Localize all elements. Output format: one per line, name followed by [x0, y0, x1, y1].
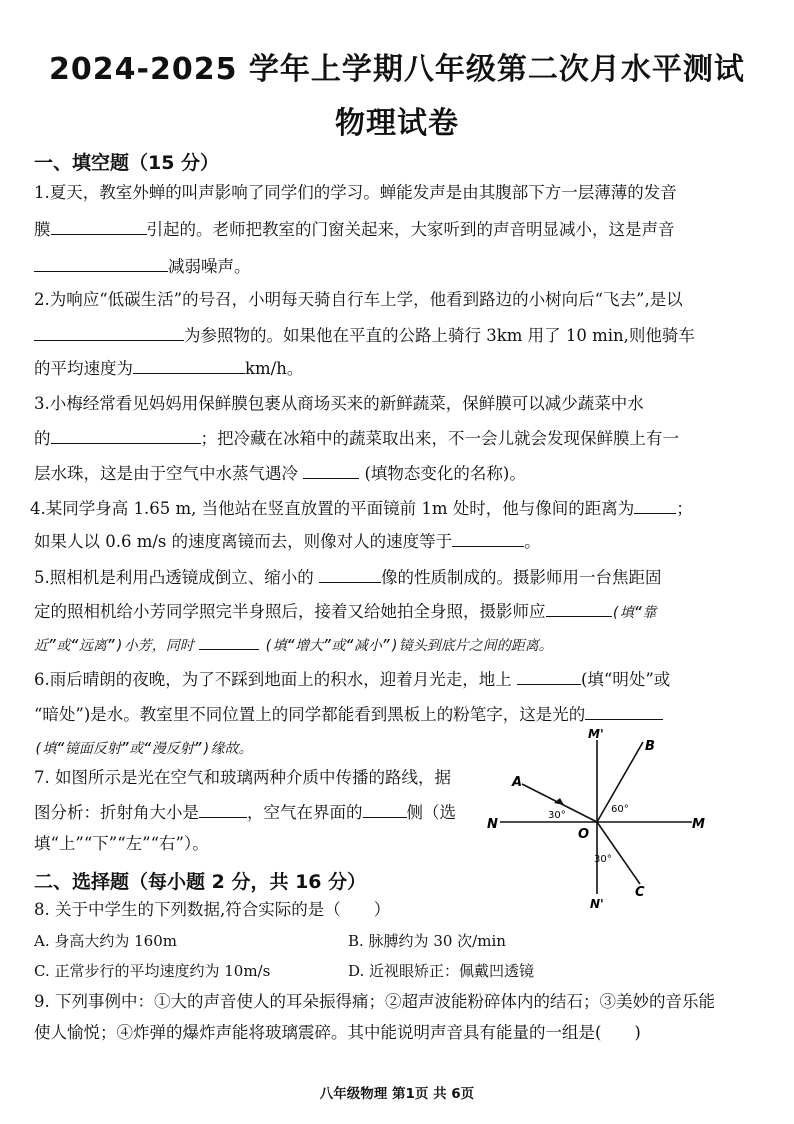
q9-line2: 使人愉悦；④炸弹的爆炸声能将玻璃震碎。其中能说明声音具有能量的一组是( ): [34, 1023, 641, 1042]
angle-label-bottom: 30°: [594, 854, 612, 865]
label-O: O: [578, 827, 590, 842]
q1-line2: [34, 218, 675, 241]
label-N-prime: N': [590, 897, 604, 910]
q5-line3-text: (填“增大”或“减小”)镜头到底片之间的距离。: [264, 638, 553, 654]
q4-blank-2[interactable]: [452, 530, 524, 547]
q4-line2: [34, 530, 541, 553]
q4-blank-1[interactable]: [634, 497, 676, 514]
label-A: A: [512, 775, 523, 790]
q2-line3-text-a: 的平均速度为: [34, 359, 133, 378]
q3-line3-text-b: (填物态变化的名称)。: [364, 464, 526, 483]
q5-line3: [34, 633, 553, 657]
q7-line2: [34, 801, 456, 824]
q5-line2: [34, 600, 656, 624]
q7-line3: 填“上”“下”“左”“右”）。: [34, 834, 209, 853]
q4-line2-text-b: 。: [524, 532, 541, 551]
q6-blank-2[interactable]: [585, 703, 663, 720]
q1-line2-text-b: 引起的。老师把教室的门窗关起来，大家听到的声音明显减小，这是声音: [146, 220, 675, 239]
q4-line1-text-a: 4.某同学身高 1.65 m, 当他站在竖直放置的平面镜前 1m 处时，他与像间的距离为: [30, 499, 635, 518]
q7-line2-text-a: 图分析：折射角大小是: [34, 803, 199, 822]
q8-option-b[interactable]: B. 脉膊约为 30 次/min: [348, 932, 506, 950]
q3-line1: 3.小梅经常看见妈妈用保鲜膜包裹从商场买来的新鲜蔬菜，保鲜膜可以减少蔬菜中水: [34, 394, 644, 413]
section-heading-choice: 二、选择题（每小题 2 分，共 16 分）: [34, 871, 367, 893]
q7-blank-1[interactable]: [199, 801, 247, 818]
q5-line2-text-a: 定的照相机给小芳同学照完半身照后，接着又给她拍全身照，摄影师应: [34, 602, 546, 621]
q6-line2-text: “暗处”)是水。教室里不同位置上的同学都能看到黑板上的粉笔字，这是光的: [34, 705, 586, 724]
q4-line1: [30, 497, 693, 520]
q5-blank-1[interactable]: [319, 566, 381, 583]
q5-line1: [34, 566, 662, 589]
q6-line2: [34, 703, 663, 726]
q7-line2-text-c: 侧（选: [406, 803, 456, 822]
refraction-diagram: [480, 728, 720, 910]
label-M-prime: M': [588, 728, 604, 741]
q4-line2-text-a: 如果人以 0.6 m/s 的速度离镜而去，则像对人的速度等于: [34, 532, 453, 551]
q6-blank-1[interactable]: [517, 668, 581, 685]
q2-line3: [34, 357, 303, 380]
q2-line3-text-b: km/h。: [245, 359, 304, 378]
q5-line1-text-b: 像的性质制成的。摄影师用一台焦距固: [381, 568, 662, 587]
q5-line3-hint: 近”或“远离”)小芳，同时: [34, 638, 194, 654]
q7-line1: 7. 如图所示是光在空气和玻璃两种介质中传播的路线，据: [34, 768, 451, 787]
label-N: N: [487, 817, 498, 832]
q7-blank-2[interactable]: [363, 801, 407, 818]
q2-line2-text: 为参照物的。如果他在平直的公路上骑行 3km 用了 10 min,则他骑车: [184, 326, 695, 345]
q8-option-d[interactable]: D. 近视眼矫正：佩戴凹透镜: [348, 962, 535, 980]
q3-blank-2[interactable]: [303, 462, 359, 479]
q2-line1: 2.为响应“低碳生活”的号召，小明每天骑自行车上学，他看到路边的小树向后“飞去”,是以: [34, 290, 683, 309]
q4-line1-text-b: ；: [676, 499, 693, 518]
angle-label-left: 30°: [548, 810, 566, 821]
q1-blank-1[interactable]: [51, 218, 147, 235]
q2-blank-1[interactable]: [34, 324, 184, 341]
q6-line1-text-a: 6.雨后晴朗的夜晚，为了不踩到地面上的积水，迎着月光走，地上: [34, 670, 512, 689]
q1-line3-text: 减弱噪声。: [168, 257, 251, 276]
q3-line3-text-a: 层水珠，这是由于空气中水蒸气遇冷: [34, 464, 298, 483]
angle-label-right: 60°: [611, 804, 629, 815]
q3-line2-text-a: 的: [34, 429, 51, 448]
q2-blank-2[interactable]: [133, 357, 245, 374]
label-C: C: [635, 885, 645, 900]
q6-line1-text-b: (填“明处”或: [581, 670, 671, 689]
ray-OC: [597, 822, 640, 884]
q5-line2-hint: (填“靠: [611, 605, 657, 621]
q5-blank-3[interactable]: [199, 633, 259, 650]
q1-blank-2[interactable]: [34, 255, 168, 272]
exam-title: 2024-2025 学年上学期八年级第二次月水平测试: [49, 52, 745, 87]
q2-line2: [34, 324, 695, 347]
q8-stem: 8. 关于中学生的下列数据,符合实际的是（ ）: [34, 900, 391, 919]
q1-line1: 1.夏天，教室外蝉的叫声影响了同学们的学习。蝉能发声是由其腹部下方一层薄薄的发音: [34, 183, 677, 202]
q3-line2-text-b: ；把冷藏在冰箱中的蔬菜取出来，不一会儿就会发现保鲜膜上有一: [200, 429, 679, 448]
q3-line2: [34, 427, 679, 450]
q6-line3: (填“镜面反射”或“漫反射”)缘故。: [34, 741, 253, 757]
q8-option-c[interactable]: C. 正常步行的平均速度约为 10m/s: [34, 962, 271, 980]
q3-blank-1[interactable]: [51, 427, 201, 444]
q5-line1-text-a: 5.照相机是利用凸透镜成倒立、缩小的: [34, 568, 314, 587]
q1-line3: [34, 255, 251, 278]
exam-subtitle: 物理试卷: [335, 106, 459, 141]
q3-line3: [34, 462, 526, 485]
q5-blank-2[interactable]: [546, 600, 612, 617]
q6-line1: [34, 668, 670, 691]
q9-line1: 9. 下列事例中：①大的声音使人的耳朵振得痛；②超声波能粉碎体内的结石；③美妙的音乐能: [34, 992, 715, 1011]
q7-line2-text-b: ，空气在界面的: [247, 803, 363, 822]
section-heading-fill-in: 一、填空题（15 分）: [34, 152, 220, 174]
label-M: M: [692, 817, 705, 832]
q8-option-a[interactable]: A. 身高大约为 160m: [34, 932, 177, 950]
label-B: B: [645, 739, 655, 754]
q1-line2-text-a: 膜: [34, 220, 51, 239]
page-footer: 八年级物理 第1页 共 6页: [319, 1086, 475, 1102]
